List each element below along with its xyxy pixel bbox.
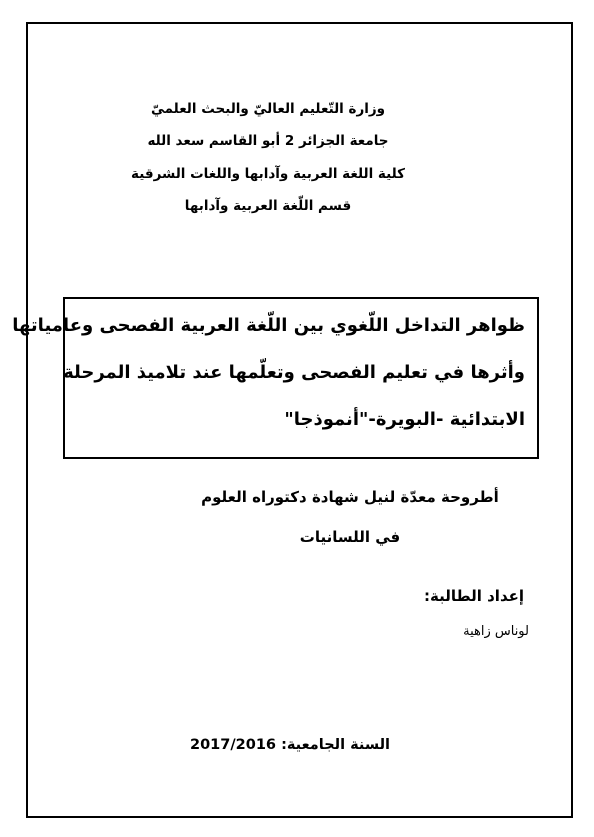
university-name: جامعة الجزائر 2 أبو القاسم سعد الله: [147, 133, 389, 150]
thesis-title-box: [12, 297, 539, 459]
student-label: إعداد الطالبة:: [424, 587, 524, 605]
thesis-title-line-3: الابتدائية -البويرة-"أنموذجا": [284, 409, 525, 430]
thesis-title-line-1: ظواهر التداخل اللّغوي بين اللّغة العربية الفصحى وعامياتها: [12, 315, 525, 336]
specialization: في اللسانيات: [299, 528, 401, 546]
thesis-title-line-2: وأثرها في تعليم الفصحى وتعلّمها عند تلاميذ المرحلة: [63, 362, 525, 383]
faculty-name: كلية اللغة العربية وآدابها واللغات الشرقية: [131, 165, 405, 182]
degree-statement: أطروحة معدّة لنيل شهادة دكتوراه العلوم: [201, 488, 499, 506]
thesis-title: [12, 311, 525, 452]
student-name: لوناس زاهية: [463, 624, 529, 639]
department-name: قسم اللّغة العربية وآدابها: [184, 197, 352, 214]
academic-year: [150, 733, 430, 757]
thesis-description: [200, 485, 500, 565]
institution-header: [120, 98, 416, 227]
academic-year-value: 2017/2016: [190, 737, 277, 753]
academic-year-label: السنة الجامعية:: [281, 737, 390, 753]
ministry-name: وزارة التّعليم العاليّ والبحث العلميّ: [150, 101, 386, 117]
